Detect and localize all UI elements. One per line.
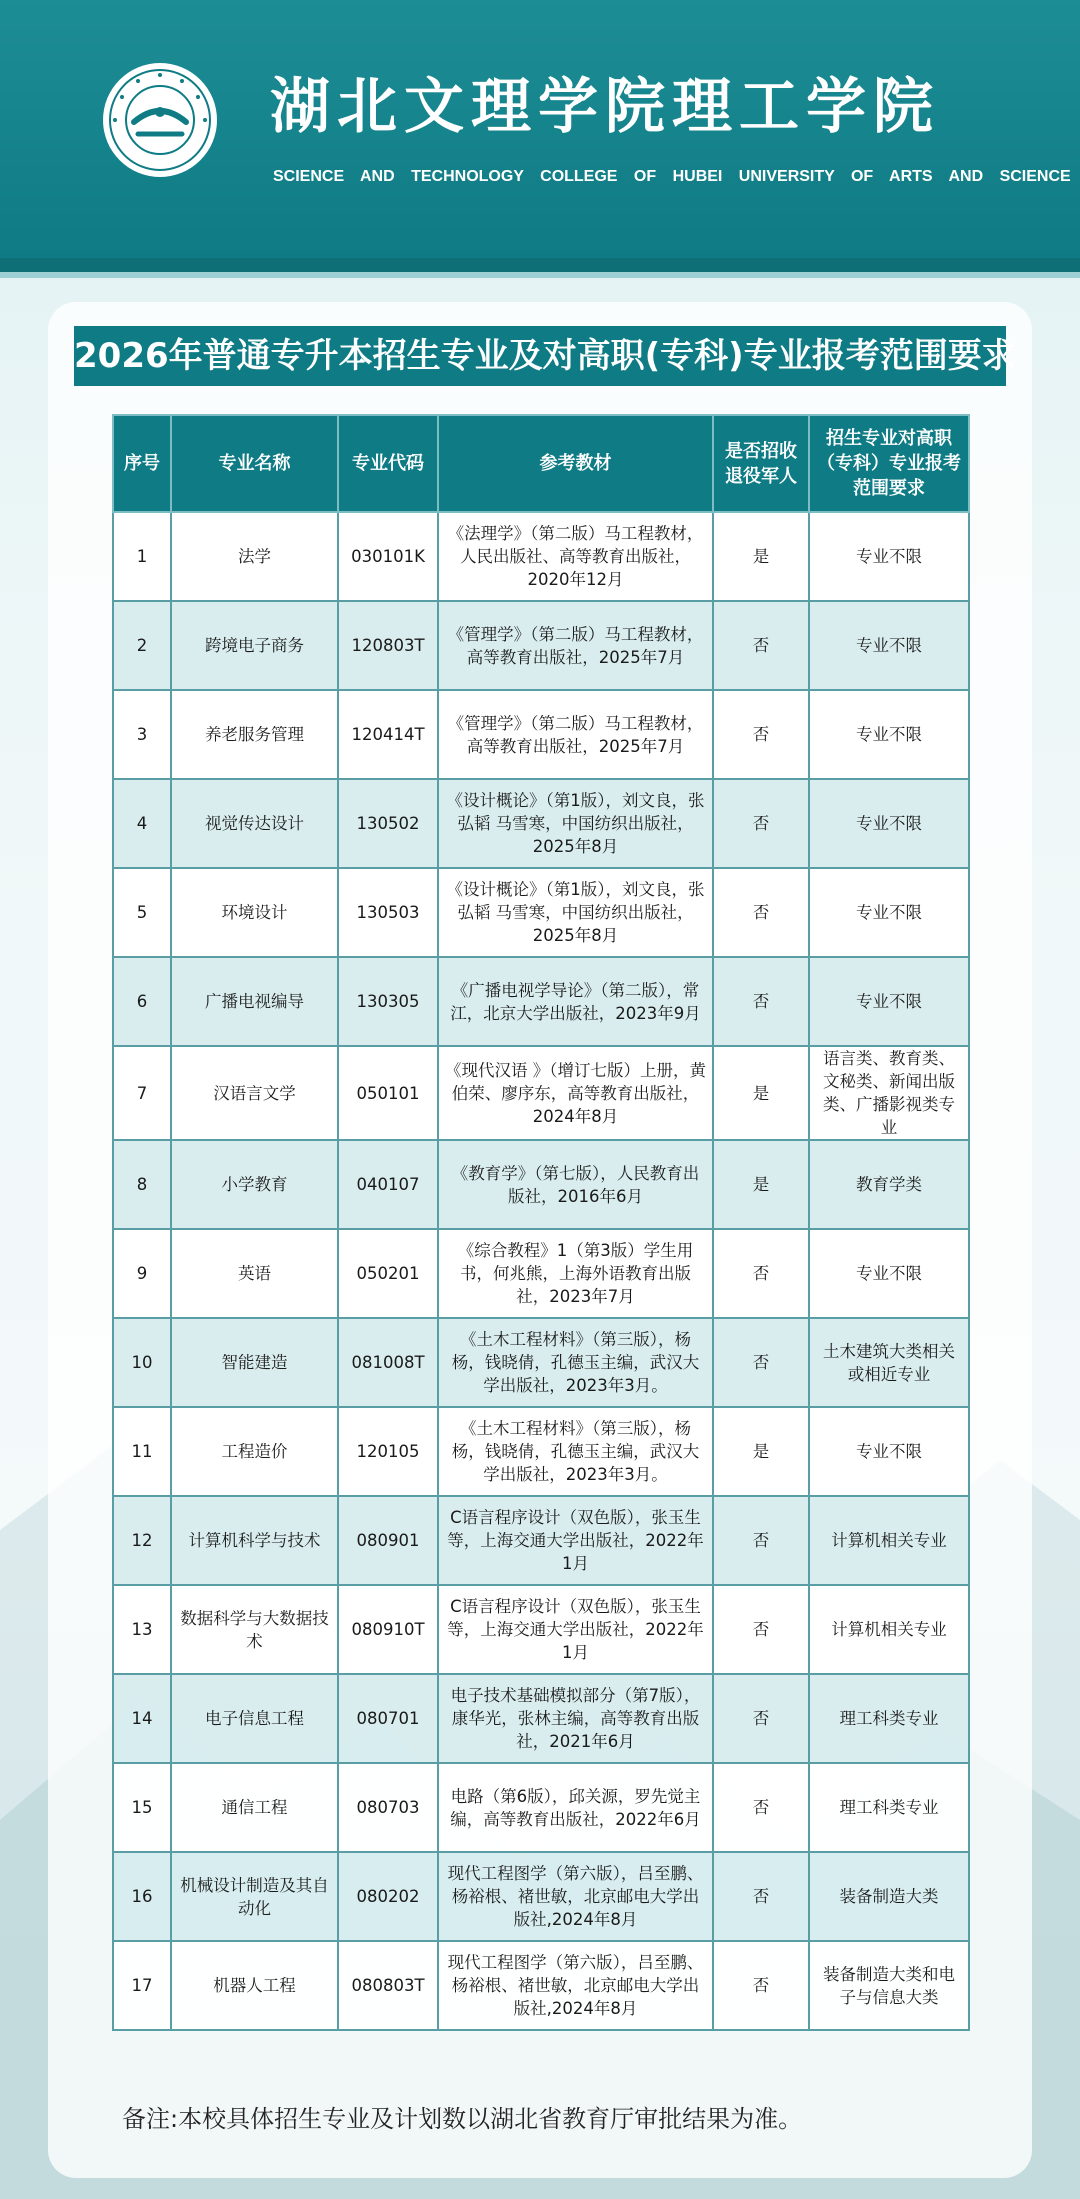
major-code: 040107 bbox=[338, 1140, 438, 1229]
table-row bbox=[113, 1046, 969, 1140]
table-row bbox=[113, 1674, 969, 1763]
major-code: 080703 bbox=[338, 1763, 438, 1852]
textbook: 电子技术基础模拟部分（第7版），康华光，张林主编，高等教育出版社，2021年6月 bbox=[438, 1674, 713, 1763]
table-row bbox=[113, 1585, 969, 1674]
table-row bbox=[113, 868, 969, 957]
header-index: 序号 bbox=[113, 415, 171, 512]
row-index: 3 bbox=[113, 690, 171, 779]
major-name: 工程造价 bbox=[171, 1407, 338, 1496]
veterans-flag: 否 bbox=[713, 1496, 809, 1585]
college-name-en: SCIENCE AND TECHNOLOGY COLLEGE OF HUBEI UNIVERSITY OF ARTS AND SCIENCE bbox=[273, 168, 1071, 185]
major-name: 汉语言文学 bbox=[171, 1046, 338, 1140]
row-index: 4 bbox=[113, 779, 171, 868]
major-name: 电子信息工程 bbox=[171, 1674, 338, 1763]
table-row bbox=[113, 1763, 969, 1852]
major-code: 120803T bbox=[338, 601, 438, 690]
page-title: 2026年普通专升本招生专业及对高职(专科)专业报考范围要求 bbox=[74, 326, 1006, 386]
requirement: 专业不限 bbox=[809, 512, 969, 601]
major-code: 081008T bbox=[338, 1318, 438, 1407]
major-name: 智能建造 bbox=[171, 1318, 338, 1407]
textbook: 《管理学》（第二版）马工程教材，高等教育出版社，2025年7月 bbox=[438, 601, 713, 690]
major-code: 080910T bbox=[338, 1585, 438, 1674]
major-code: 080901 bbox=[338, 1496, 438, 1585]
veterans-flag: 否 bbox=[713, 1318, 809, 1407]
major-code: 050101 bbox=[338, 1046, 438, 1140]
table-row bbox=[113, 1318, 969, 1407]
textbook: 《现代汉语 》（增订七版）上册，黄伯荣、廖序东，高等教育出版社，2024年8月 bbox=[438, 1046, 713, 1140]
veterans-flag: 否 bbox=[713, 1941, 809, 2030]
veterans-flag: 是 bbox=[713, 1407, 809, 1496]
table-row bbox=[113, 512, 969, 601]
college-name-cn: 湖北文理学院理工学院 bbox=[270, 72, 940, 142]
textbook: 现代工程图学（第六版），吕至鹏、杨裕根、褚世敏，北京邮电大学出版社,2024年8月 bbox=[438, 1852, 713, 1941]
textbook: 《设计概论》（第1版），刘文良，张弘韬 马雪寒，中国纺织出版社，2025年8月 bbox=[438, 779, 713, 868]
textbook: 《教育学》（第七版），人民教育出版社，2016年6月 bbox=[438, 1140, 713, 1229]
textbook: C语言程序设计（双色版），张玉生等，上海交通大学出版社，2022年1月 bbox=[438, 1585, 713, 1674]
row-index: 1 bbox=[113, 512, 171, 601]
textbook: 现代工程图学（第六版），吕至鹏、杨裕根、褚世敏，北京邮电大学出版社,2024年8月 bbox=[438, 1941, 713, 2030]
header-veterans: 是否招收退役军人 bbox=[713, 415, 809, 512]
requirement: 专业不限 bbox=[809, 957, 969, 1046]
row-index: 9 bbox=[113, 1229, 171, 1318]
header-major-name: 专业名称 bbox=[171, 415, 338, 512]
majors-table bbox=[112, 414, 970, 2031]
requirement: 理工科类专业 bbox=[809, 1674, 969, 1763]
footnote: 备注:本校具体招生专业及计划数以湖北省教育厅审批结果为准。 bbox=[122, 2105, 803, 2133]
table-body bbox=[113, 512, 969, 2030]
college-seal-icon bbox=[100, 60, 220, 180]
major-name: 英语 bbox=[171, 1229, 338, 1318]
veterans-flag: 否 bbox=[713, 868, 809, 957]
textbook: C语言程序设计（双色版），张玉生等，上海交通大学出版社，2022年1月 bbox=[438, 1496, 713, 1585]
major-name: 机械设计制造及其自动化 bbox=[171, 1852, 338, 1941]
requirement: 装备制造大类 bbox=[809, 1852, 969, 1941]
requirement: 专业不限 bbox=[809, 1407, 969, 1496]
header-divider-light bbox=[0, 272, 1080, 278]
major-code: 080803T bbox=[338, 1941, 438, 2030]
header-requirements: 招生专业对高职（专科）专业报考范围要求 bbox=[809, 415, 969, 512]
major-name: 机器人工程 bbox=[171, 1941, 338, 2030]
major-code: 130503 bbox=[338, 868, 438, 957]
table-row bbox=[113, 1852, 969, 1941]
major-code: 130502 bbox=[338, 779, 438, 868]
textbook: 《土木工程材料》（第三版），杨杨，钱晓倩，孔德玉主编，武汉大学出版社，2023年3月。 bbox=[438, 1407, 713, 1496]
row-index: 17 bbox=[113, 1941, 171, 2030]
row-index: 16 bbox=[113, 1852, 171, 1941]
row-index: 5 bbox=[113, 868, 171, 957]
header-divider bbox=[0, 258, 1080, 272]
table-row bbox=[113, 957, 969, 1046]
textbook: 《设计概论》（第1版），刘文良，张弘韬 马雪寒，中国纺织出版社，2025年8月 bbox=[438, 868, 713, 957]
header-textbook: 参考教材 bbox=[438, 415, 713, 512]
veterans-flag: 否 bbox=[713, 1229, 809, 1318]
veterans-flag: 否 bbox=[713, 957, 809, 1046]
row-index: 2 bbox=[113, 601, 171, 690]
requirement: 专业不限 bbox=[809, 1229, 969, 1318]
veterans-flag: 是 bbox=[713, 1140, 809, 1229]
requirement: 专业不限 bbox=[809, 690, 969, 779]
major-name: 视觉传达设计 bbox=[171, 779, 338, 868]
table-row bbox=[113, 779, 969, 868]
table-row bbox=[113, 1229, 969, 1318]
row-index: 8 bbox=[113, 1140, 171, 1229]
textbook: 《土木工程材料》（第三版），杨杨，钱晓倩，孔德玉主编，武汉大学出版社，2023年3月。 bbox=[438, 1318, 713, 1407]
row-index: 10 bbox=[113, 1318, 171, 1407]
major-name: 通信工程 bbox=[171, 1763, 338, 1852]
major-code: 130305 bbox=[338, 957, 438, 1046]
requirement: 语言类、教育类、文秘类、新闻出版类、广播影视类专业 bbox=[809, 1046, 969, 1140]
major-name: 跨境电子商务 bbox=[171, 601, 338, 690]
requirement: 教育学类 bbox=[809, 1140, 969, 1229]
requirement: 装备制造大类和电子与信息大类 bbox=[809, 1941, 969, 2030]
requirement: 理工科类专业 bbox=[809, 1763, 969, 1852]
table-row bbox=[113, 690, 969, 779]
row-index: 14 bbox=[113, 1674, 171, 1763]
major-code: 030101K bbox=[338, 512, 438, 601]
textbook: 电路（第6版），邱关源，罗先觉主编，高等教育出版社，2022年6月 bbox=[438, 1763, 713, 1852]
major-code: 050201 bbox=[338, 1229, 438, 1318]
major-name: 小学教育 bbox=[171, 1140, 338, 1229]
requirement: 计算机相关专业 bbox=[809, 1496, 969, 1585]
major-name: 法学 bbox=[171, 512, 338, 601]
requirement: 专业不限 bbox=[809, 779, 969, 868]
row-index: 7 bbox=[113, 1046, 171, 1140]
header-banner bbox=[0, 0, 1080, 258]
major-code: 120105 bbox=[338, 1407, 438, 1496]
major-name: 环境设计 bbox=[171, 868, 338, 957]
veterans-flag: 否 bbox=[713, 601, 809, 690]
major-code: 080701 bbox=[338, 1674, 438, 1763]
major-name: 广播电视编导 bbox=[171, 957, 338, 1046]
requirement: 土木建筑大类相关或相近专业 bbox=[809, 1318, 969, 1407]
veterans-flag: 否 bbox=[713, 1763, 809, 1852]
row-index: 12 bbox=[113, 1496, 171, 1585]
veterans-flag: 是 bbox=[713, 512, 809, 601]
veterans-flag: 否 bbox=[713, 779, 809, 868]
major-code: 080202 bbox=[338, 1852, 438, 1941]
requirement: 专业不限 bbox=[809, 868, 969, 957]
veterans-flag: 否 bbox=[713, 1852, 809, 1941]
textbook: 《广播电视学导论》（第二版），常江，北京大学出版社，2023年9月 bbox=[438, 957, 713, 1046]
table-header-row bbox=[113, 415, 969, 512]
veterans-flag: 否 bbox=[713, 690, 809, 779]
row-index: 15 bbox=[113, 1763, 171, 1852]
table-row bbox=[113, 1941, 969, 2030]
textbook: 《法理学》（第二版）马工程教材，人民出版社、高等教育出版社，2020年12月 bbox=[438, 512, 713, 601]
table-row bbox=[113, 1496, 969, 1585]
header-major-code: 专业代码 bbox=[338, 415, 438, 512]
table-row bbox=[113, 1407, 969, 1496]
veterans-flag: 是 bbox=[713, 1046, 809, 1140]
table-row bbox=[113, 1140, 969, 1229]
table-row bbox=[113, 601, 969, 690]
textbook: 《综合教程》1（第3版）学生用书，何兆熊，上海外语教育出版社，2023年7月 bbox=[438, 1229, 713, 1318]
row-index: 6 bbox=[113, 957, 171, 1046]
major-name: 养老服务管理 bbox=[171, 690, 338, 779]
major-code: 120414T bbox=[338, 690, 438, 779]
veterans-flag: 否 bbox=[713, 1674, 809, 1763]
major-name: 数据科学与大数据技术 bbox=[171, 1585, 338, 1674]
veterans-flag: 否 bbox=[713, 1585, 809, 1674]
major-name: 计算机科学与技术 bbox=[171, 1496, 338, 1585]
row-index: 11 bbox=[113, 1407, 171, 1496]
row-index: 13 bbox=[113, 1585, 171, 1674]
textbook: 《管理学》（第二版）马工程教材，高等教育出版社，2025年7月 bbox=[438, 690, 713, 779]
requirement: 专业不限 bbox=[809, 601, 969, 690]
requirement: 计算机相关专业 bbox=[809, 1585, 969, 1674]
